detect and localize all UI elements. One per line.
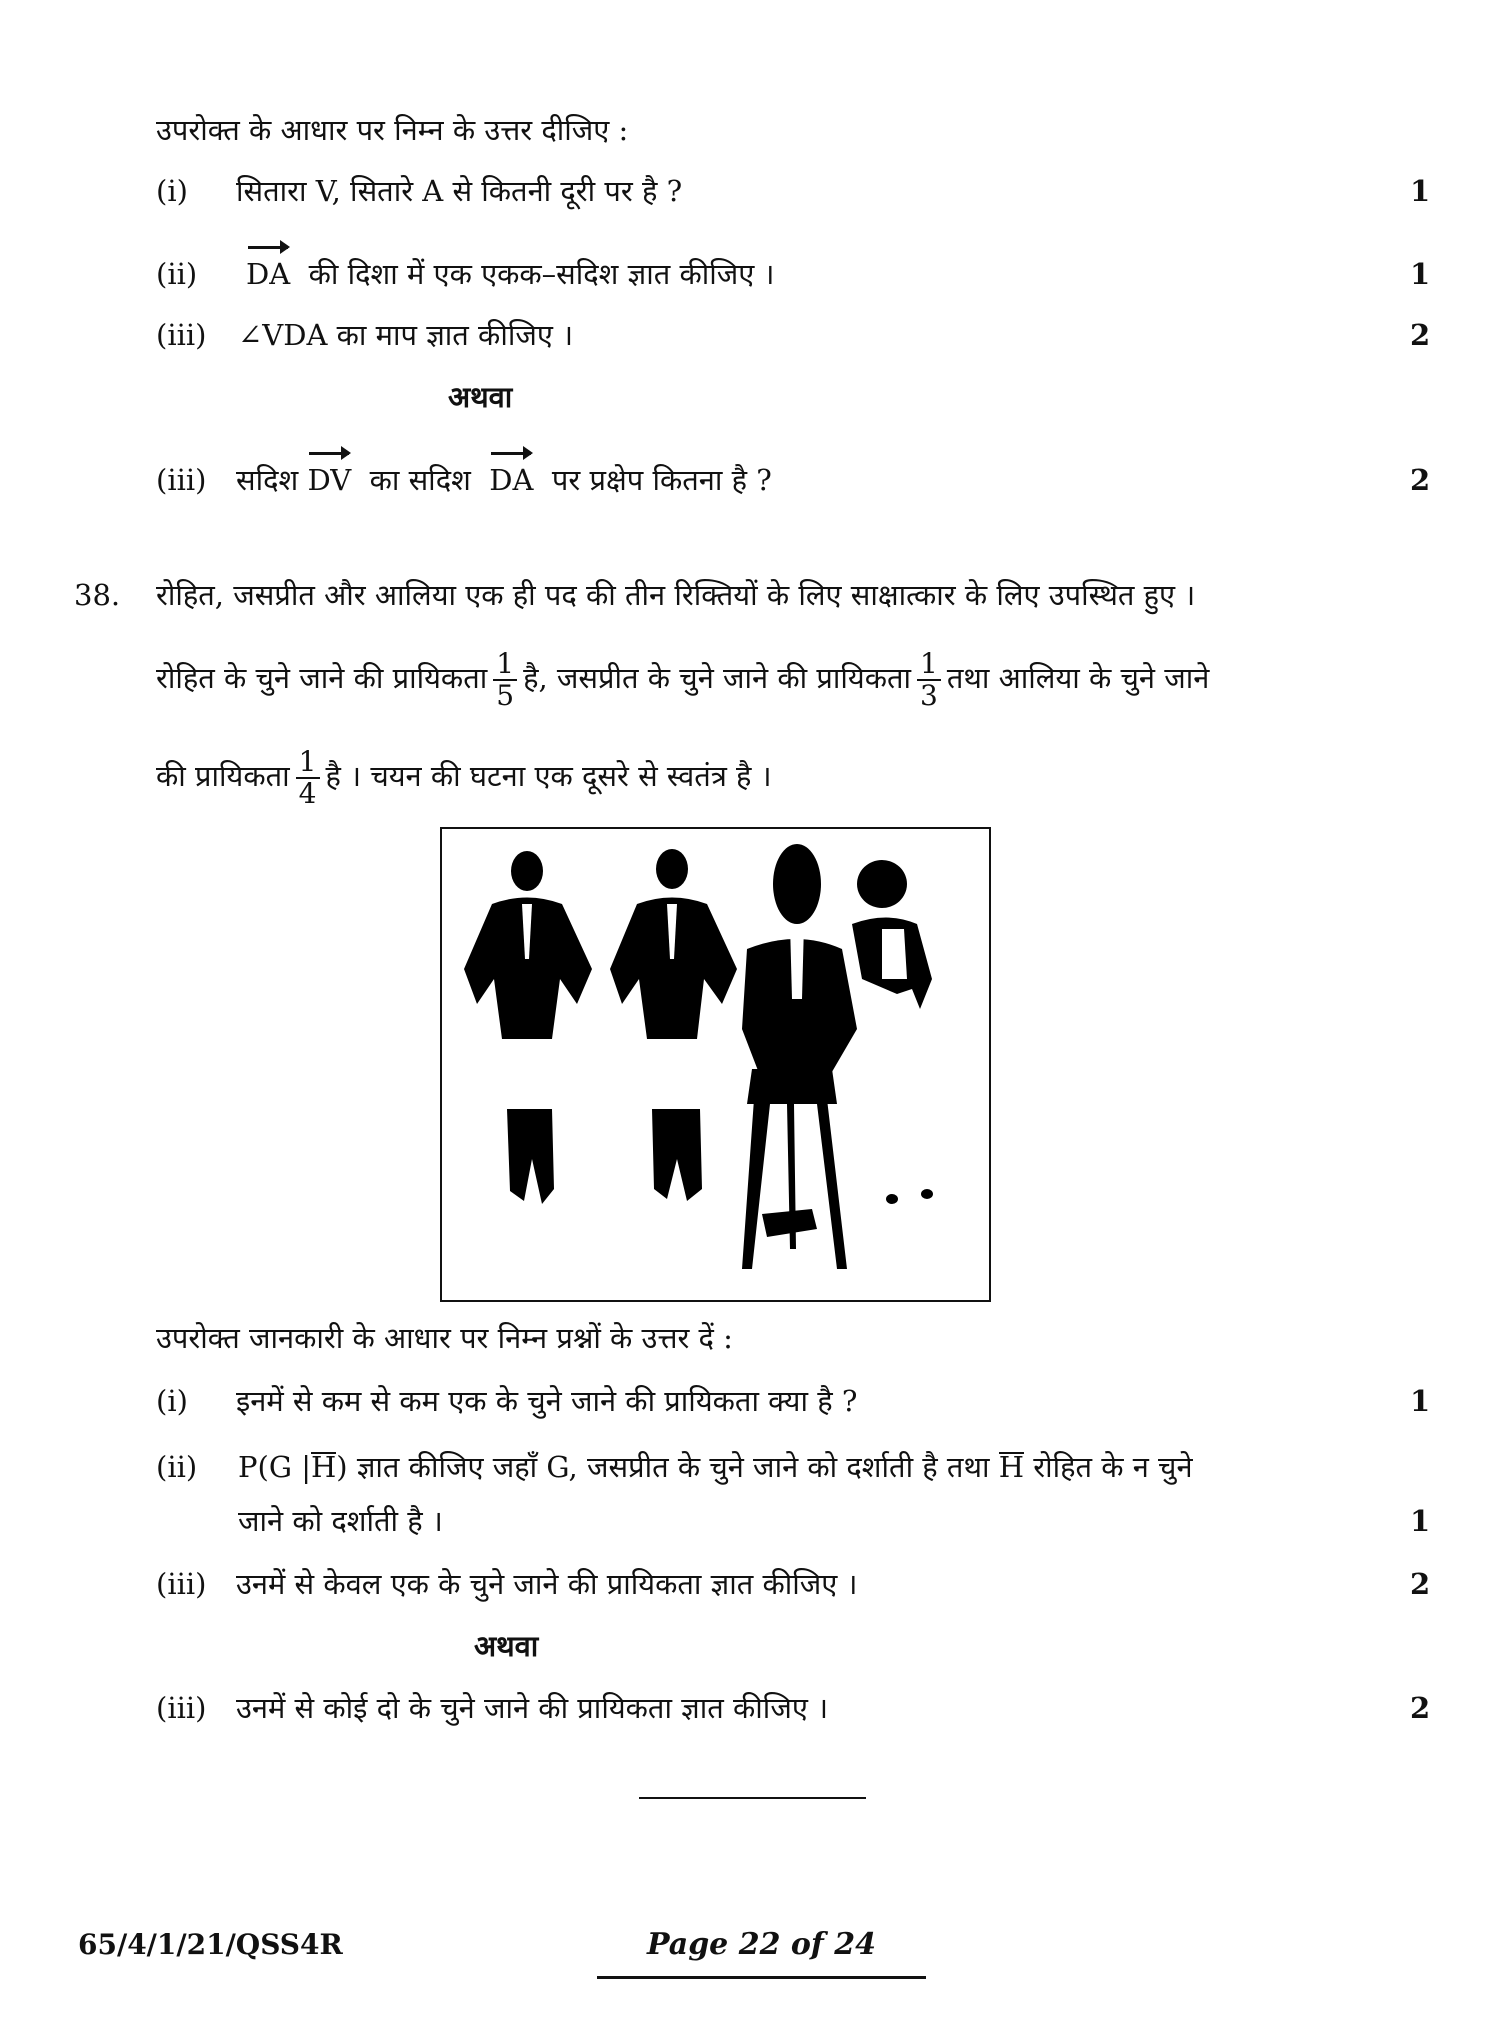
paper-code: 65/4/1/21/QSS4R bbox=[78, 1928, 343, 1961]
text: सदिश bbox=[236, 463, 299, 497]
marks: 2 bbox=[1410, 1567, 1431, 1601]
denominator: 5 bbox=[496, 679, 515, 712]
question-text-cont: जाने को दर्शाती है । bbox=[238, 1504, 443, 1538]
text: ) bbox=[336, 1450, 348, 1484]
item-label: (iii) bbox=[156, 463, 207, 497]
text: है, जसप्रीत के चुने जाने की प्रायिकता bbox=[523, 661, 912, 695]
item-label: (iii) bbox=[156, 1691, 207, 1725]
q38-line1: रोहित, जसप्रीत और आलिया एक ही पद की तीन रिक्तियों के लिए साक्षात्कार के लिए उपस्थित हुए । bbox=[156, 578, 1196, 612]
or-label: अथवा bbox=[474, 1629, 539, 1663]
text: रोहित के चुने जाने की प्रायिकता bbox=[156, 661, 488, 695]
question-text: इनमें से कम से कम एक के चुने जाने की प्रायिकता क्या है ? bbox=[236, 1384, 858, 1418]
h-complement: H bbox=[998, 1450, 1024, 1484]
marks: 2 bbox=[1410, 463, 1431, 497]
interview-illustration bbox=[440, 827, 991, 1302]
text: पर प्रक्षेप कितना है ? bbox=[551, 463, 772, 497]
question-text: सितारा V, सितारे A से कितनी दूरी पर है ? bbox=[236, 174, 683, 208]
candidates-silhouette bbox=[442, 829, 989, 1300]
item-label: (i) bbox=[156, 174, 188, 208]
vector-da: DA bbox=[246, 257, 291, 291]
denominator: 3 bbox=[920, 679, 938, 712]
question-text: ∠VDA का माप ज्ञात कीजिए । bbox=[238, 318, 574, 352]
text: रोहित के न चुने bbox=[1033, 1450, 1193, 1484]
item-label: (i) bbox=[156, 1384, 188, 1418]
marks: 1 bbox=[1410, 174, 1431, 208]
part-a-intro: उपरोक्त के आधार पर निम्न के उत्तर दीजिए : bbox=[156, 113, 629, 147]
denominator: 4 bbox=[298, 777, 317, 810]
question-text: उनमें से कोई दो के चुने जाने की प्रायिकता ज्ञात कीजिए । bbox=[236, 1691, 829, 1725]
item-label: (iii) bbox=[156, 318, 207, 352]
marks: 1 bbox=[1410, 257, 1431, 291]
question-number: 38. bbox=[74, 578, 121, 612]
fraction bbox=[296, 747, 320, 809]
text: की प्रायिकता bbox=[156, 759, 290, 793]
question-text bbox=[236, 462, 772, 498]
vector-dv: DV bbox=[307, 463, 352, 497]
item-label: (iii) bbox=[156, 1567, 207, 1601]
marks: 1 bbox=[1410, 1384, 1431, 1418]
fraction bbox=[917, 649, 941, 711]
vector-da: DA bbox=[489, 463, 534, 497]
question-text: उनमें से केवल एक के चुने जाने की प्रायिकता ज्ञात कीजिए । bbox=[236, 1567, 858, 1601]
numerator: 1 bbox=[917, 649, 941, 681]
fraction bbox=[493, 649, 517, 711]
text: है । चयन की घटना एक दूसरे से स्वतंत्र है । bbox=[325, 759, 772, 793]
marks: 2 bbox=[1410, 318, 1431, 352]
page-number: Page 22 of 24 bbox=[647, 1927, 876, 1962]
numerator: 1 bbox=[296, 747, 320, 779]
question-text bbox=[238, 1449, 1193, 1485]
text: की दिशा में एक एकक–सदिश ज्ञात कीजिए । bbox=[308, 257, 775, 291]
item-label: (ii) bbox=[156, 1450, 198, 1484]
or-label: अथवा bbox=[448, 380, 513, 414]
marks: 2 bbox=[1410, 1691, 1431, 1725]
question-text bbox=[246, 256, 775, 292]
numerator: 1 bbox=[493, 649, 517, 681]
text: तथा आलिया के चुने जाने bbox=[946, 661, 1210, 695]
q38-line3 bbox=[156, 746, 772, 809]
page-underline bbox=[597, 1976, 926, 1979]
q38-line2 bbox=[156, 648, 1209, 711]
marks: 1 bbox=[1410, 1504, 1431, 1538]
text: का सदिश bbox=[369, 463, 471, 497]
text: ज्ञात कीजिए जहाँ G, जसप्रीत के चुने जाने को दर्शाती है तथा bbox=[356, 1450, 990, 1484]
text: P(G | bbox=[238, 1450, 311, 1484]
h-complement: H bbox=[310, 1450, 337, 1484]
q38-intro: उपरोक्त जानकारी के आधार पर निम्न प्रश्नों के उत्तर दें : bbox=[156, 1321, 733, 1355]
end-separator bbox=[639, 1797, 866, 1799]
item-label: (ii) bbox=[156, 257, 198, 291]
